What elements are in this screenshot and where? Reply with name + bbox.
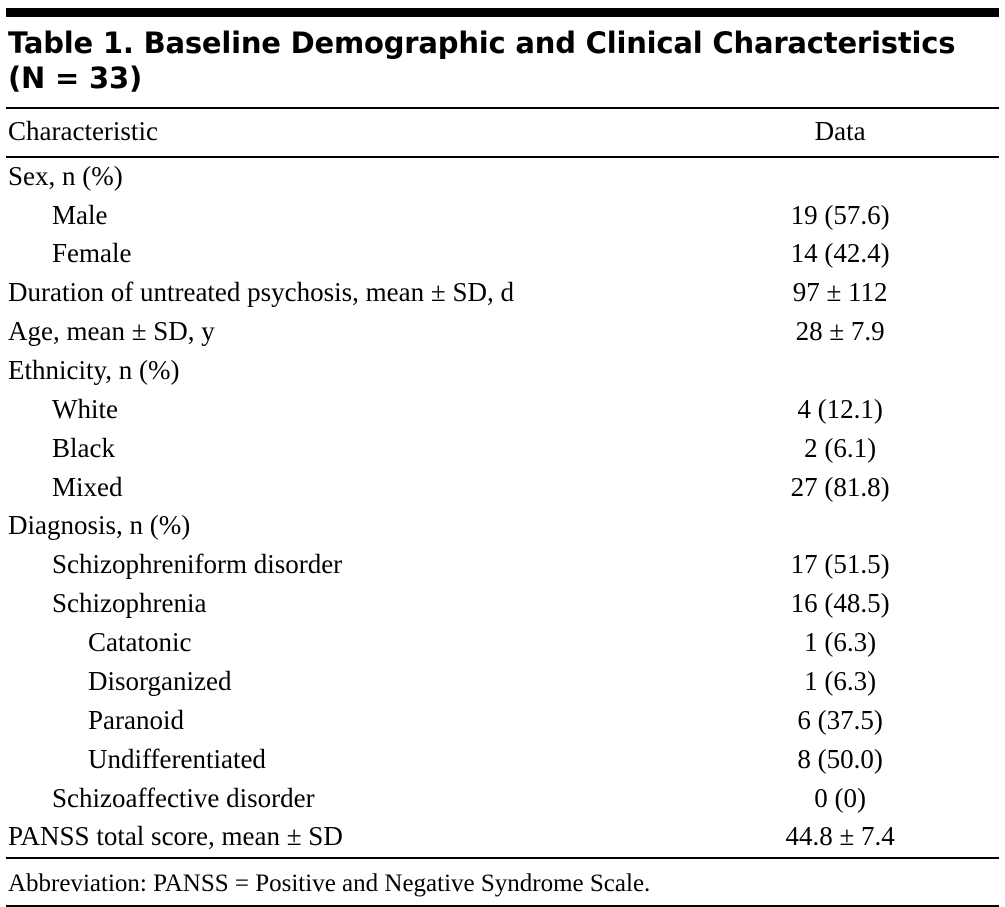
demographics-table-body bbox=[6, 158, 999, 857]
row-value: 0 (0) bbox=[814, 782, 866, 813]
row-label: Female bbox=[52, 238, 132, 269]
table-row bbox=[6, 235, 999, 274]
row-value: 97 ± 112 bbox=[792, 277, 888, 308]
table-row bbox=[6, 197, 999, 236]
row-label: Paranoid bbox=[88, 704, 184, 735]
row-value bbox=[681, 507, 999, 546]
row-label: Schizophreniform disorder bbox=[52, 549, 343, 580]
table-row bbox=[6, 158, 999, 197]
table-footnote: Abbreviation: PANSS = Positive and Negative Syndrome Scale. bbox=[8, 870, 651, 898]
table-row bbox=[6, 585, 999, 624]
demographics-table bbox=[6, 109, 999, 156]
table-row bbox=[6, 663, 999, 702]
table-row bbox=[6, 702, 999, 741]
row-value: 8 (50.0) bbox=[797, 743, 883, 774]
table-row bbox=[6, 507, 999, 546]
table-row bbox=[6, 469, 999, 508]
row-value: 19 (57.6) bbox=[790, 199, 890, 230]
row-label: PANSS total score, mean ± SD bbox=[8, 821, 343, 852]
table-title: Table 1. Baseline Demographic and Clinical Characteristics (N = 33) bbox=[8, 26, 956, 96]
table-row bbox=[6, 274, 999, 313]
table-row bbox=[6, 780, 999, 819]
row-label: White bbox=[52, 393, 118, 424]
row-value: 17 (51.5) bbox=[790, 549, 890, 580]
row-value: 2 (6.1) bbox=[804, 432, 877, 463]
row-label: Ethnicity, n (%) bbox=[8, 355, 180, 386]
row-label: Catatonic bbox=[88, 627, 192, 658]
row-label: Undifferentiated bbox=[88, 743, 266, 774]
header-row bbox=[6, 109, 999, 156]
row-label: Black bbox=[52, 432, 115, 463]
row-label: Schizoaffective disorder bbox=[52, 782, 315, 813]
table-row bbox=[6, 391, 999, 430]
row-value: 44.8 ± 7.4 bbox=[785, 821, 895, 852]
row-value: 27 (81.8) bbox=[790, 471, 890, 502]
row-label: Age, mean ± SD, y bbox=[8, 316, 215, 347]
table-row bbox=[6, 624, 999, 663]
table-body bbox=[6, 158, 999, 857]
table-row bbox=[6, 741, 999, 780]
table-header bbox=[6, 109, 999, 156]
row-value: 6 (37.5) bbox=[797, 704, 883, 735]
row-label: Disorganized bbox=[88, 665, 232, 696]
row-value: 4 (12.1) bbox=[797, 393, 883, 424]
table-row bbox=[6, 430, 999, 469]
row-label: Schizophrenia bbox=[52, 588, 207, 619]
row-value bbox=[681, 352, 999, 391]
table-row bbox=[6, 818, 999, 857]
row-label: Duration of untreated psychosis, mean ± SD, d bbox=[8, 277, 514, 308]
row-label: Mixed bbox=[52, 471, 123, 502]
table-top-rule bbox=[6, 8, 999, 17]
row-label: Male bbox=[52, 199, 108, 230]
table-row bbox=[6, 352, 999, 391]
row-value: 1 (6.3) bbox=[804, 627, 877, 658]
row-value: 28 ± 7.9 bbox=[795, 316, 885, 347]
row-label: Diagnosis, n (%) bbox=[8, 510, 191, 541]
row-value: 1 (6.3) bbox=[804, 665, 877, 696]
column-header-data: Data bbox=[814, 115, 866, 146]
row-label: Sex, n (%) bbox=[8, 160, 123, 191]
table-container bbox=[0, 8, 1005, 907]
row-value: 14 (42.4) bbox=[790, 238, 890, 269]
row-value: 16 (48.5) bbox=[790, 588, 890, 619]
row-value bbox=[681, 158, 999, 197]
table-row bbox=[6, 313, 999, 352]
column-header-characteristic: Characteristic bbox=[8, 115, 158, 146]
table-row bbox=[6, 546, 999, 585]
